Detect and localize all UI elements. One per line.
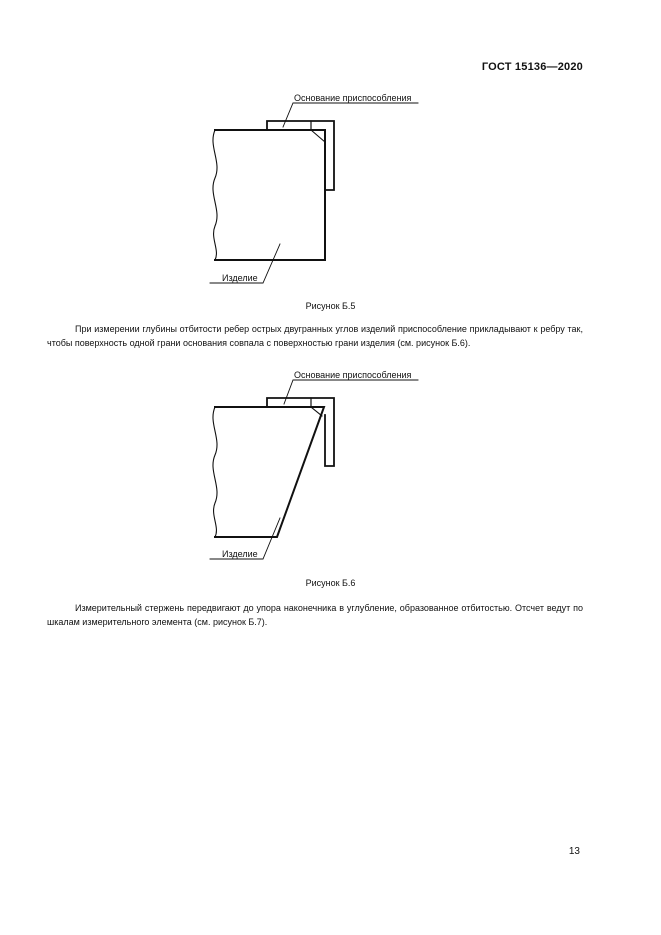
item-body [215, 130, 325, 260]
paragraph-2 [47, 601, 583, 629]
leader-base [284, 380, 418, 404]
label-fixture-base: Основание приспособления [294, 370, 412, 380]
leader-base [283, 103, 418, 127]
figure-b6 [0, 360, 661, 580]
label-item: Изделие [222, 549, 258, 559]
document-code: ГОСТ 15136—2020 [481, 61, 583, 73]
paragraph-1-text: При измерении глубины отбитости ребер острых двугранных углов изделий приспособление прикладывают к ребру так, чтобы поверхность одной грани основания совпала с поверхностью грани изделия (см. рисунок Б.6). [47, 324, 583, 348]
item-break-line [213, 407, 217, 537]
item-break-line [213, 130, 217, 260]
figure-b6-drawing [0, 360, 661, 580]
fixture-inner [311, 407, 322, 416]
item-body [215, 407, 324, 537]
fixture-inner [311, 130, 325, 142]
paragraph-2-text: Измерительный стержень передвигают до упора наконечника в углубление, образованное отбитостью. Отсчет ведут по шкалам измерительного элемента (см. рисунок Б.7). [47, 603, 583, 627]
paragraph-1 [47, 322, 583, 350]
figure-b6-caption: Рисунок Б.6 [305, 578, 356, 588]
figure-b5-caption: Рисунок Б.5 [305, 301, 356, 311]
page-number: 13 [568, 846, 580, 857]
label-item: Изделие [222, 273, 258, 283]
figure-b5-drawing [0, 0, 661, 300]
label-fixture-base: Основание приспособления [294, 93, 412, 103]
fixture-base [267, 121, 334, 190]
figure-b5 [0, 0, 661, 300]
